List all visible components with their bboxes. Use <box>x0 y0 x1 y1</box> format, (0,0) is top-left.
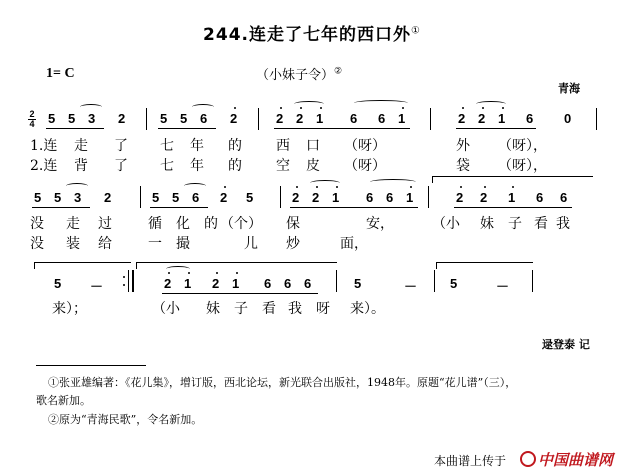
octave-dot <box>280 107 282 109</box>
lyric: 来）。 <box>350 301 385 317</box>
note: 5 <box>172 190 180 205</box>
beam <box>456 128 536 129</box>
lyric: 2.连 <box>30 158 58 174</box>
volta-bracket <box>436 262 533 269</box>
site-logo[interactable] <box>520 449 613 470</box>
note: 1 <box>406 190 414 205</box>
octave-dot <box>168 272 170 274</box>
repeat-dot <box>123 276 125 278</box>
octave-dot <box>512 186 514 188</box>
lyric: 子 <box>234 301 248 317</box>
lyric: 撮 <box>176 236 190 252</box>
footnote-1: ①张亚雄编著：《花儿集》，增订版，西北论坛，新光联合出版社，1948年。原题“花儿谱”（三）， <box>48 376 517 389</box>
lyric: 子 <box>508 216 522 232</box>
lyric: 面， <box>340 236 368 252</box>
note: 5 <box>160 111 168 126</box>
note: 6 <box>200 111 208 126</box>
note: 5 <box>450 276 458 291</box>
note: 6 <box>560 190 568 205</box>
note: 2 <box>220 190 228 205</box>
time-signature <box>28 110 36 129</box>
note: 1 <box>332 190 340 205</box>
lyric: 空 <box>276 158 290 174</box>
octave-dot <box>410 186 412 188</box>
footnote-1-cont: 歌名新加。 <box>36 394 91 407</box>
note: 2 <box>458 111 466 126</box>
site-name: 中国曲谱网 <box>538 451 614 469</box>
lyric: 口 <box>306 138 320 154</box>
lyric: 炒 <box>286 236 300 252</box>
lyric: 一 <box>148 236 162 252</box>
barline <box>434 270 435 292</box>
octave-dot <box>300 107 302 109</box>
octave-dot <box>234 107 236 109</box>
lyric: 西 <box>276 138 290 154</box>
note: 5 <box>34 190 42 205</box>
note: － <box>404 279 418 294</box>
barline <box>336 270 337 292</box>
note: 5 <box>354 276 362 291</box>
note: 2 <box>296 111 304 126</box>
lyric: 袋 <box>456 158 470 174</box>
note: 2 <box>480 190 488 205</box>
note: 2 <box>212 276 220 291</box>
octave-dot <box>502 107 504 109</box>
note: 2 <box>312 190 320 205</box>
lyric: 七 <box>160 158 174 174</box>
octave-dot <box>336 186 338 188</box>
slur <box>354 100 408 106</box>
transcriber-credit: 逯登泰 记 <box>542 338 590 351</box>
beam <box>158 128 216 129</box>
repeat-dot <box>123 284 125 286</box>
octave-dot <box>316 186 318 188</box>
lyric: 妹 <box>480 216 494 232</box>
octave-dot <box>236 272 238 274</box>
note: 3 <box>74 190 82 205</box>
note: 5 <box>48 111 56 126</box>
note: 2 <box>478 111 486 126</box>
barline <box>428 186 429 208</box>
note: 6 <box>366 190 374 205</box>
subtitle-footnote-mark: ② <box>334 66 343 77</box>
note: 1 <box>398 111 406 126</box>
barline <box>532 270 533 292</box>
lyric: （个） <box>220 216 262 232</box>
lyric: 走 <box>74 138 88 154</box>
lyric: 我 <box>288 301 302 317</box>
beam <box>150 207 208 208</box>
note: 2 <box>104 190 112 205</box>
lyric: 的 <box>204 216 218 232</box>
lyric: 儿 <box>244 236 258 252</box>
octave-dot <box>224 186 226 188</box>
key-signature: 1= C <box>46 66 75 81</box>
time-top: 2 <box>29 109 35 119</box>
note: － <box>496 279 510 294</box>
lyric: 循 <box>148 216 162 232</box>
lyric: （呀） <box>344 158 386 174</box>
note: 5 <box>54 276 62 291</box>
barline <box>596 108 597 130</box>
lyric: 年 <box>190 158 204 174</box>
barline <box>140 186 141 208</box>
beam <box>32 207 90 208</box>
song-title <box>0 20 624 45</box>
slur <box>294 101 324 107</box>
octave-dot <box>482 107 484 109</box>
lyric: （呀）， <box>498 158 547 174</box>
lyric: 来）； <box>52 301 87 317</box>
song-title-text: 244.连走了七年的西口外 <box>203 25 411 45</box>
slur <box>310 180 340 186</box>
beam <box>274 128 410 129</box>
site-logo-icon <box>520 451 536 467</box>
lyric: 没 <box>30 236 44 252</box>
note: 5 <box>180 111 188 126</box>
slur <box>80 104 102 110</box>
lyric: 七 <box>160 138 174 154</box>
note: 5 <box>246 190 254 205</box>
lyric: （呀）， <box>498 138 547 154</box>
slur <box>476 101 506 107</box>
barline <box>258 108 259 130</box>
octave-dot <box>216 272 218 274</box>
lyric: 外 <box>456 138 470 154</box>
note: 6 <box>192 190 200 205</box>
slur <box>66 183 88 189</box>
octave-dot <box>320 107 322 109</box>
lyric: 了 <box>114 158 128 174</box>
lyric: 给 <box>98 236 112 252</box>
octave-dot <box>460 186 462 188</box>
lyric: 的 <box>228 158 242 174</box>
note: 3 <box>88 111 96 126</box>
lyric: 看 <box>262 301 276 317</box>
note: － <box>90 279 104 294</box>
lyric: 呀 <box>316 301 330 317</box>
note: 1 <box>232 276 240 291</box>
beam <box>162 293 318 294</box>
octave-dot <box>188 272 190 274</box>
lyric: 年 <box>190 138 204 154</box>
note: 5 <box>152 190 160 205</box>
octave-dot <box>484 186 486 188</box>
upload-notice: 本曲谱上传于 <box>434 454 507 468</box>
beam <box>46 128 104 129</box>
lyric: 走 <box>66 216 80 232</box>
lyric: 的 <box>228 138 242 154</box>
slur <box>166 266 190 272</box>
lyric: 1.连 <box>30 138 58 154</box>
footnote-rule <box>36 365 146 366</box>
lyric: 装 <box>66 236 80 252</box>
note: 6 <box>304 276 312 291</box>
subtitle-text: （小妹子令） <box>256 68 335 83</box>
footnote-2: ②原为“青海民歌”，令名新加。 <box>48 413 203 426</box>
lyric: 化 <box>176 216 190 232</box>
note: 6 <box>284 276 292 291</box>
beam <box>454 207 572 208</box>
note: 0 <box>564 111 572 126</box>
slur <box>192 104 214 110</box>
lyric: （呀） <box>344 138 386 154</box>
lyric: 了 <box>114 138 128 154</box>
note: 2 <box>276 111 284 126</box>
note: 6 <box>350 111 358 126</box>
slur <box>184 183 206 189</box>
lyric: 过 <box>98 216 112 232</box>
note: 5 <box>68 111 76 126</box>
note: 1 <box>316 111 324 126</box>
note: 1 <box>508 190 516 205</box>
volta-bracket <box>34 262 131 269</box>
lyric: 安， <box>366 216 394 232</box>
note: 2 <box>456 190 464 205</box>
note: 1 <box>184 276 192 291</box>
repeat-barline <box>128 270 129 292</box>
volta-bracket <box>432 176 593 183</box>
lyric: 妹 <box>206 301 220 317</box>
title-footnote-mark: ① <box>410 25 421 37</box>
subtitle <box>256 64 342 83</box>
lyric: 没 <box>30 216 44 232</box>
lyric: 看 <box>534 216 548 232</box>
octave-dot <box>462 107 464 109</box>
region-label: 青海 <box>558 82 580 95</box>
lyric: （小 <box>152 301 180 317</box>
note: 2 <box>230 111 238 126</box>
repeat-barline-thick <box>132 270 134 292</box>
note: 6 <box>264 276 272 291</box>
note: 6 <box>378 111 386 126</box>
lyric: 皮 <box>306 158 320 174</box>
octave-dot <box>296 186 298 188</box>
note: 6 <box>386 190 394 205</box>
lyric: 我 <box>556 216 570 232</box>
lyric: 保 <box>286 216 300 232</box>
note: 6 <box>526 111 534 126</box>
note: 2 <box>292 190 300 205</box>
lyric: 背 <box>74 158 88 174</box>
note: 1 <box>498 111 506 126</box>
note: 6 <box>536 190 544 205</box>
beam <box>290 207 418 208</box>
note: 2 <box>118 111 126 126</box>
barline <box>280 186 281 208</box>
time-bottom: 4 <box>29 119 35 129</box>
note: 2 <box>164 276 172 291</box>
lyric: （小 <box>432 216 460 232</box>
barline <box>430 108 431 130</box>
octave-dot <box>402 107 404 109</box>
barline <box>146 108 147 130</box>
slur <box>370 179 416 185</box>
note: 5 <box>54 190 62 205</box>
